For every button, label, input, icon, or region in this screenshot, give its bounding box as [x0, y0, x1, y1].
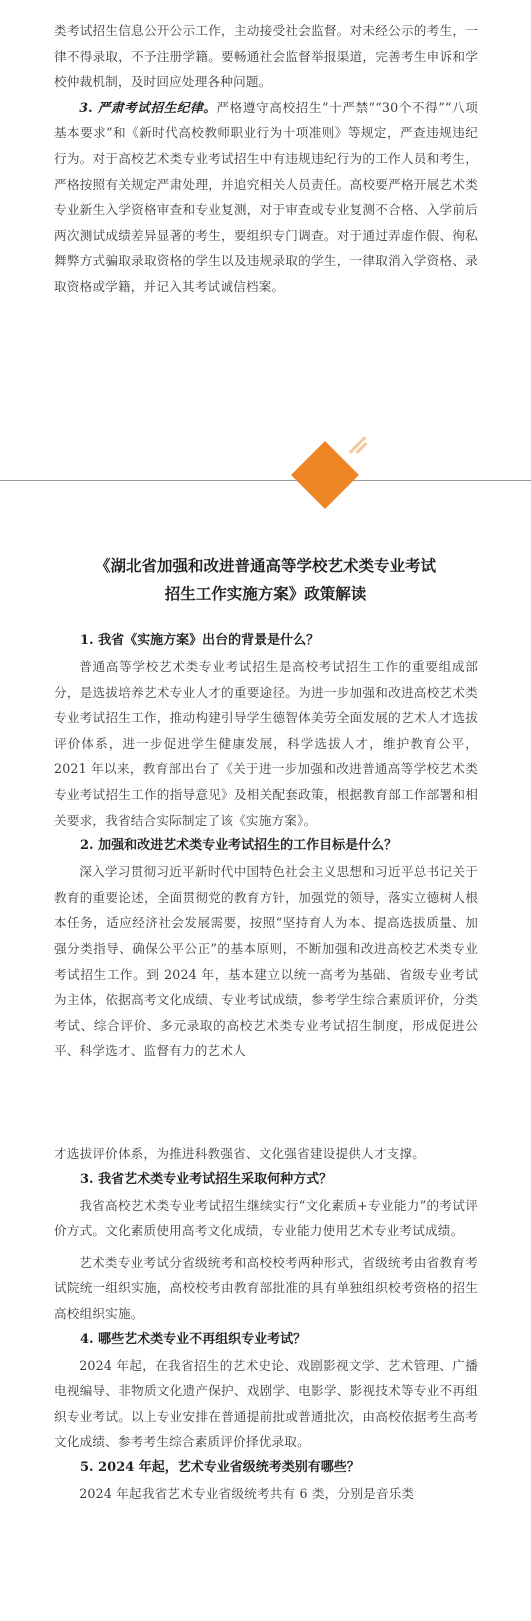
paragraph-supervision: 类考试招生信息公开公示工作，主动接受社会监督。对未经公示的考生，一律不得录取，不予注册学籍。要畅通社会监督举报渠道，完善考生申诉和学校仲裁机制，及时回应处理各种问题。: [54, 23, 478, 90]
section-continuation: [54, 18, 478, 300]
faq-section-a: [54, 628, 478, 1064]
question-1-heading: 1. 我省《实施方案》出台的背景是什么？: [80, 633, 320, 648]
paragraph-discipline: [54, 95, 478, 300]
document-title-line1: 《湖北省加强和改进普通高等学校艺术类专业考试: [94, 556, 436, 575]
question-4-answer: 2024 年起，在我省招生的艺术史论、戏剧影视文学、艺术管理、广播电视编导、非物质文化遗产保护、戏剧学、电影学、影视技术等专业不再组织专业考试。以上专业安排在普通提前批或普通批次，由高校依据考生高考文化成绩、参考考生综合素质评价择优录取。: [54, 1357, 478, 1450]
question-2-heading: 2. 加强和改进艺术类专业考试招生的工作目标是什么？: [80, 838, 398, 854]
section-divider-line: [0, 480, 531, 481]
question-4-heading: 4. 哪些艺术类专业不再组织专业考试？: [80, 1331, 307, 1347]
question-3-answer-2: 艺术类专业考试分省级统考和高校校考两种形式，省级统考由省教育考试院统一组织实施，高校校考由教育部批准的具有单独组织校考资格的招生高校组织实施。: [54, 1254, 478, 1321]
paragraph-discipline-body: 严格遵守高校招生“十严禁”“30个不得”“八项基本要求”和《新时代高校教师职业行为十项准则》等规定，严查违规违纪行为。对于高校艺术类专业考试招生中有违规违纪行为的工作人员和考生，严格按照有关规定严肃处理，并追究相关人员责任。高校要严格开展艺术类专业新生入学资格审查和专业复测，对于审查或专业复测不合格、入学前后两次测试成绩差异显著的考生，要组织专门调查。对于通过弄虚作假、徇私舞弊方式骗取录取资格的学生以及违规录取的学生，一律取消入学资格、录取资格或学籍，并记入其考试诚信档案。: [54, 99, 478, 294]
question-2-answer-part2: 才选拔评价体系，为推进科教强省、文化强省建设提供人才支撑。: [54, 1146, 426, 1161]
question-3-heading: 3. 我省艺术类专业考试招生采取何种方式？: [80, 1171, 333, 1187]
question-5-answer: 2024 年起我省艺术专业省级统考共有 6 类，分别是音乐类: [79, 1485, 415, 1501]
faq-section-b: [54, 1141, 478, 1507]
question-1-answer: 普通高等学校艺术类专业考试招生是高校考试招生工作的重要组成部分，是选拔培养艺术专业人才的重要途径。为进一步加强和改进高校艺术类专业考试招生工作，推动构建引导学生德智体美劳全面发展的艺术人才选拔评价体系，进一步促进学生健康发展，科学选拔人才，维护教育公平，2021 年以来，教育部出台了《关于进一步加强和改进普通高等学校艺术类专业考试招生工作的指导意见》及相关配套政策，根据教育部工作部署和相关要求，我省结合实际制定了该《实施方案》。: [54, 659, 478, 828]
question-5-heading: 5. 2024 年起，艺术专业省级统考类别有哪些？: [80, 1459, 360, 1475]
document-title-line2: 招生工作实施方案》政策解读: [164, 584, 367, 603]
document-title: [0, 552, 531, 608]
question-3-answer-1: 我省高校艺术类专业考试招生继续实行“文化素质+专业能力”的考试评价方式。文化素质使用高考文化成绩，专业能力使用艺术专业考试成绩。: [54, 1197, 478, 1239]
paragraph-discipline-lead: 3. 严肃考试招生纪律。: [79, 99, 217, 115]
question-2-answer-part1: 深入学习贯彻习近平新时代中国特色社会主义思想和习近平总书记关于教育的重要论述，全面贯彻党的教育方针，加强党的领导，落实立德树人根本任务，适应经济社会发展需要，按照“坚持育人为本、提高选拔质量、加强分类指导、确保公平公正”的基本原则，不断加强和改进高校艺术类专业考试招生工作。到 2024 年，基本建立以统一高考为基础、省级专业考试为主体，依据高考文化成绩、专业考试成绩，参考学生综合素质评价，分类考试、综合评价、多元录取的高校艺术类专业考试招生制度，形成促进公平、科学选才、监督有力的艺术人: [54, 864, 478, 1059]
